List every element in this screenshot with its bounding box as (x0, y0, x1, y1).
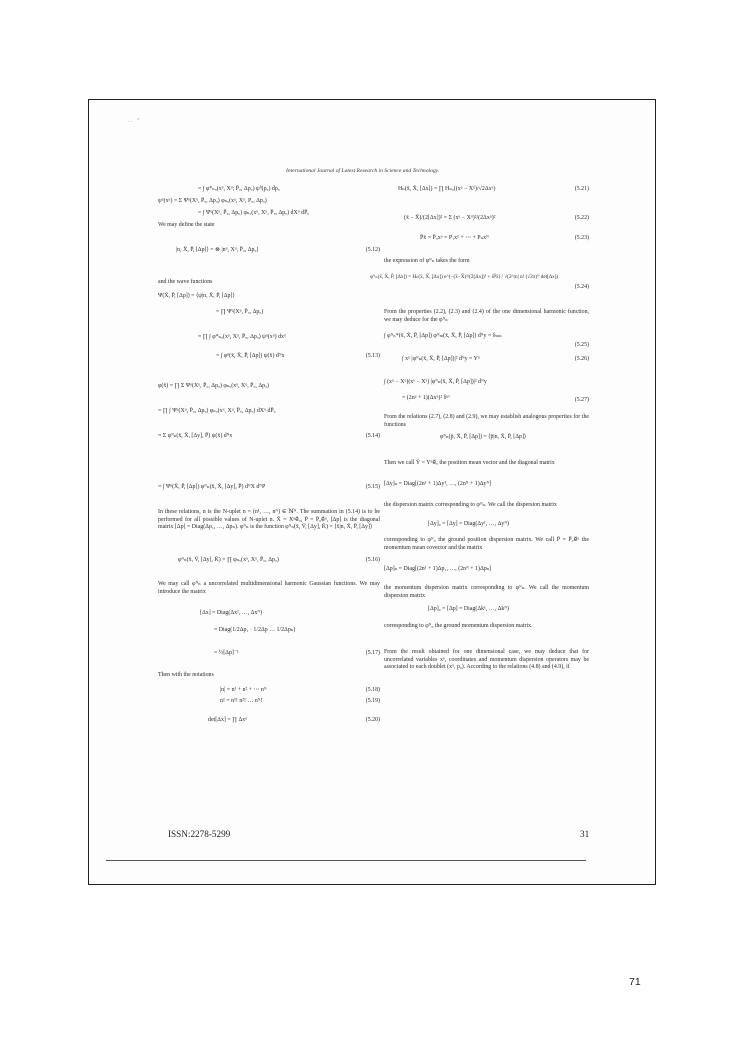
equation-line: [Δx] = Diag(Δx¹, …, Δxᴺ) (200, 610, 263, 616)
equation-5-16: φᴺₙ(x̄, V̄, [Δy], K̄) = ∏ φₙᵤ(xᵘ, Xᵘ, P̄ᵤ, Δpᵤ) (178, 557, 279, 563)
equation-number: (5.21) (574, 186, 589, 192)
equation-line: = Diag(1/2Δp₁ · 1/2Δp … 1/2Δpₙ) (214, 627, 296, 633)
equation-number: (5.17) (365, 650, 380, 656)
body-text: In these relations, n is the N-uplet n = (n¹, …, nᴺ) ∈ ℕᴺ. The summation in (5.14) is to be performed for all possible values of N-uplet n. X̄ = Xᵘe⃗ᵤ, P̄ = P̄ᵤe⃗ᵘ, [Δp] is the diagonal matrix [Δp] = Diag(Δp₁, …, Δpₙ). φᴺₙ is the function φᴺₙ(x̄, V̄, [Δy], K̄) = ⟨x̄|n, X̄, P̄, [Δy]⟩ (158, 509, 380, 531)
equation-5-26: ∫ xᵘ |φᴺₙ(x̄, X̄, P̄, [Δp])|² dᴺy = Yᵘ (402, 356, 480, 362)
equation-line: [Δy]₀ = [Δy] = Diag(Δy¹, …, Δyᴺ) (428, 521, 510, 527)
equation-number: (5.19) (365, 698, 380, 704)
equation-number: (5.24) (574, 284, 589, 290)
body-text: corresponding to φᴺ₀ the ground momentum dispersion matrix. (384, 623, 533, 629)
equation-line: ψᵘ(xᵘ) = Σ Ψᵘ(Xᵘ, P̄ᵤ, Δpᵤ) φₙᵤ(xᵘ, Xᵘ, Pᵤ, Δpᵤ) (158, 198, 267, 204)
issn: ISSN:2278-5299 (168, 829, 231, 839)
journal-page-number: 31 (580, 829, 590, 839)
equation-5-23: P̄x̄ = P̄ᵤxᵘ = P₁x¹ + ⋯ + Pₙxᴺ (420, 235, 489, 241)
body-text: From the result obtained for one dimensional case, we may deduce that for uncorrelated variables xᵘ, coordinates and momentum dispersion operators may be associated to each doublet (xᵘ, pᵤ). According to the relations (4.8) and (4.9), if (384, 649, 589, 671)
equation-5-22: (x̄ − X̄)/(2[Δx])² = Σ (xᵘ − Xᵘ)²/(2Δxᵘ)² (404, 215, 496, 221)
page-number: 71 (629, 976, 641, 988)
equation-line: = ∏ ∫ φ*ₙᵤ(xᵘ, Xᵘ, P̄ᵤ, Δpᵤ) ψᵘ(xᵘ) dxᵘ (198, 334, 286, 340)
body-text: We may call φᴺₙ a uncorrelated multidimensional harmonic Gaussian functions. We may introduce the matrix (158, 581, 380, 595)
equation-number: (5.25) (574, 342, 589, 348)
equation-number: (5.20) (365, 717, 380, 723)
equation-line: Ψ(X̄, P̄, [Δp]) = ⟨ψ|n, X̄, P̄, [Δp]⟩ (158, 293, 235, 299)
footer-rule (106, 860, 586, 861)
body-text: the dispersion matrix corresponding to φᴺₙ. We call the dispersion matrix (384, 502, 557, 508)
equation-line: = ∏ Ψᵘ(Xᵘ, P̄ᵤ, Δpᵤ) (216, 309, 264, 315)
equation-5-17: = ½[Δp]⁻¹ (214, 650, 239, 656)
body-text: From the relations (2.7), (2.8) and (2.9), we may establish analogous properties for the functions (384, 414, 589, 428)
equation-5-24: φᴺₙ(x̄, X̄, P̄, [Δx]) = Hₙ(x̄, X̄, [Δx]) e^(−(x̄−X̄)²/(2[Δx])² + iP̄x̄) / √(2^|n| n! (√2π)ᴺ det[Δx]) (370, 274, 559, 280)
equation-line: = ∫ φ*ₙᵤ(xᵘ, Xᵘ; P̄ᵤ, Δpᵤ) ψ̃ᵘ(pᵤ) dpᵤ (198, 186, 280, 192)
equation-number: (5.13) (365, 353, 380, 359)
body-text: corresponding to φᴺ₀ the ground position dispersion matrix. We call P̄ = P̄ᵤe⃗ᵘ the momentum mean covector and the matrix (384, 537, 589, 551)
scan-marks: ˎ ˏˊ ´ᵃᵗ (128, 118, 140, 123)
equation-5-19: n! = n¹! n²! … nᴺ! (220, 698, 263, 704)
equation-number: (5.18) (365, 687, 380, 693)
equation-5-14: = Σ φᴺₙ(x̄, X̄, [Δy], P̄) ψ(x̄) dᴺx (158, 433, 233, 439)
journal-header: International Journal of Latest Research in Science and Technology. (286, 168, 440, 174)
equation-number: (5.26) (574, 356, 589, 362)
equation-5-20: det[Δx] = ∏ Δxᵘ (208, 717, 248, 723)
equation-number: (5.16) (365, 557, 380, 563)
equation-5-12: |n, X̄, P̄, [Δp]⟩ = ⊗ |nᵘ, Xᵘ, P̄ᵤ, Δpᵤ⟩ (176, 247, 259, 253)
equation-line: φᴺₙ(p̄, X̄, P̄, [Δp]) = ⟨p̄|n, X̄, P̄, [Δp]⟩ (440, 434, 527, 440)
equation-line: [Δp]ₙ = Diag[(2n¹ + 1)Δp₁, …, (2nᴺ + 1)Δpₙ] (384, 566, 492, 572)
equation-number: (5.23) (574, 235, 589, 241)
body-text: the momentum dispersion matrix corresponding to φᴺₙ. We call the momentum dispersion matrix (384, 585, 589, 599)
equation-number: (5.27) (574, 397, 589, 403)
equation-5-18: |n| = n¹ + n² + ⋯ nᴺ (220, 687, 267, 693)
body-text: Then with the notations (158, 672, 214, 678)
equation-number: (5.14) (365, 433, 380, 439)
equation-line: = ∫ Ψᵘ(Xᵘ, P̄ᵤ, Δpᵤ) φₙᵤ(xᵘ, Xᵘ, P̄ᵤ, Δpᵤ) dXᵘ dP̄ᵤ (198, 210, 310, 216)
body-text: Then we call Ȳ = Yᵘe⃗ᵤ the position mean vector and the diagonal matrix (384, 460, 555, 466)
equation-line: [Δy]ₙ = Diag[(2n¹ + 1)Δy¹, …, (2nᴺ + 1)Δyᴺ] (384, 481, 492, 487)
equation-line: φ(x̄) = ∏ Σ Ψᵘ(Xᵘ, P̄ᵤ, Δpᵤ) φₙᵤ(xᵘ, Xᵘ, P̄ᵤ, Δpᵤ) (158, 383, 269, 389)
equation-5-25: ∫ φᴺₙ*(x̄, X̄, P̄, [Δp]) φᴺₘ(x̄, X̄, P̄, [Δp]) dᴺy = δₙₘ (384, 333, 502, 339)
body-text: and the wave functions (158, 279, 213, 285)
equation-number: (5.12) (365, 247, 380, 253)
equation-5-21: Hₙ(x̄, X̄, [Δx]) = ∏ Hₙᵤ((xᵘ − Xᵘ)/√2Δxᵘ) (398, 186, 496, 192)
equation-line: [Δp]₀ = [Δp] = Diag(Δk¹, …, Δkᴺ) (428, 606, 510, 612)
equation-number: (5.22) (574, 215, 589, 221)
equation-5-15: = ∫ Ψⁿ(X̄, P̄, [Δp]) φᴺₙ(x̄, X̄, [Δy], P̄) dᴺX dᴺP (158, 484, 266, 490)
body-text: the expression of φᴺₙ takes the form (384, 258, 470, 264)
equation-line: = ∏ ∫ Ψᵘ(Xᵘ, P̄ᵤ, Δpᵤ) φₙᵤ(xᵘ, Xᵘ, P̄ᵤ, Δpᵤ) dXᵘ dP̄ᵤ (158, 408, 276, 414)
body-text: From the properties (2.2), (2.3) and (2.4) of the one dimensional harmonic function, we may deduce for the φᴺₙ (384, 309, 589, 323)
equation-number: (5.15) (365, 484, 380, 490)
equation-5-13: = ∫ φⁿ(x̄, X̄, P̄, [Δp]) ψ(x̄) dᴺx (216, 353, 285, 359)
body-text: We may define the state (158, 222, 215, 228)
equation-5-27: = (2nᵘ + 1)(Δxᵘ)² δᵘᵛ (402, 395, 451, 401)
equation-line: ∫ (xᵘ − Xᵘ)(xᵛ − Xᵛ) |φᴺₙ(x̄, X̄, P̄, [Δp])|² dᴺy (384, 379, 487, 385)
